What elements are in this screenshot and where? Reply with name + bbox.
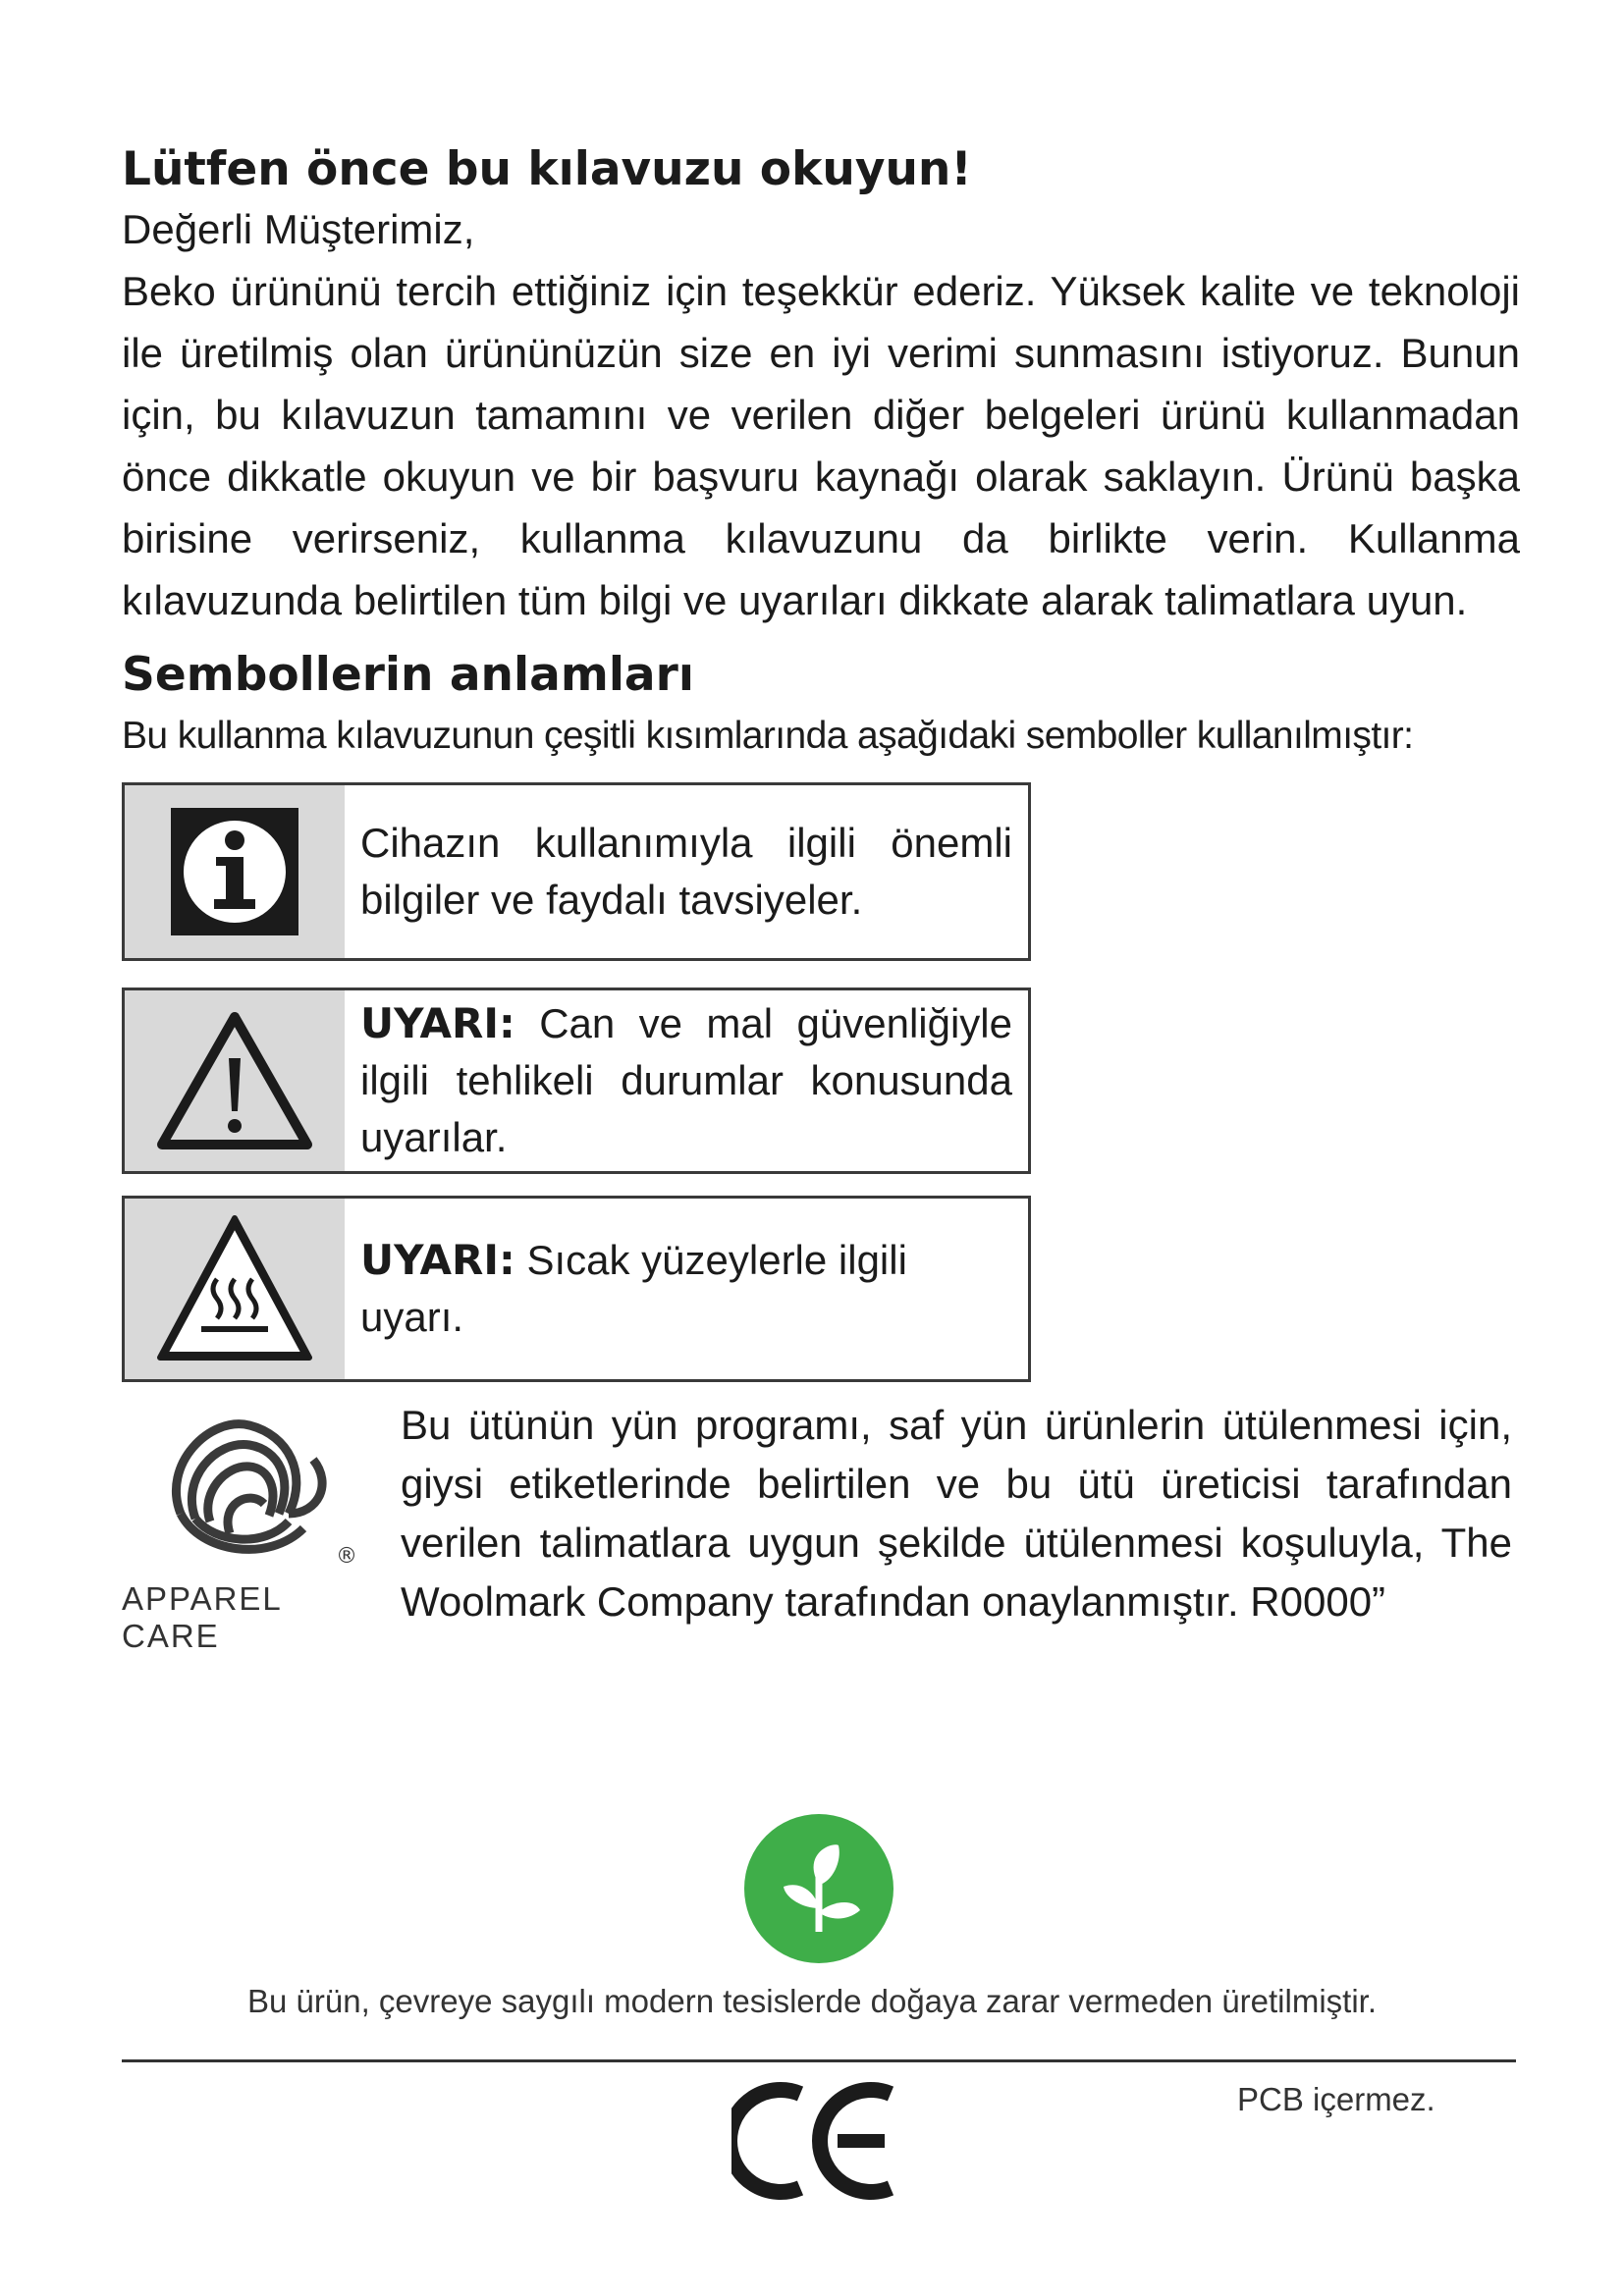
woolmark-label: APPAREL CARE (122, 1580, 282, 1654)
hot-surface-symbol-box (122, 1196, 1031, 1382)
pcb-text: PCB içermez. (1237, 2081, 1435, 2117)
warning-symbol-text: Can ve mal güvenliğiyle ilgili tehlikeli durumlar konusunda uyarılar. (360, 1000, 1012, 1160)
divider (122, 2059, 1516, 2062)
ce-mark-icon (731, 2076, 908, 2206)
eco-text: Bu ürün, çevreye saygılı modern tesislerde doğaya zarar vermeden üretilmiştir. (246, 1983, 1378, 2019)
section-intro: Bu kullanma kılavuzunun çeşitli kısımlarında aşağıdaki semboller kullanılmıştır: (122, 715, 1414, 757)
info-symbol-box (122, 782, 1031, 961)
hot-surface-symbol-text: Sıcak yüzeylerle ilgili uyarı. (360, 1237, 907, 1340)
eco-leaf-icon (744, 1814, 893, 1963)
woolmark-text: Bu ütünün yün programı, saf yün ürünlerin ütülenmesi için, giysi etiketlerinde belirtilen ve bu ütü üreticisi tarafından verilen talimatlara uygun şekilde ütülenmesi koşuluyla, The Woolmark Company tarafından onaylanmıştır. R0000” (401, 1402, 1512, 1625)
warning-label: UYARI: (360, 999, 515, 1047)
greeting: Değerli Müşterimiz, (122, 206, 475, 252)
hot-surface-icon (125, 1199, 345, 1379)
intro-paragraph: Beko ürününü tercih ettiğiniz için teşekkür ederiz. Yüksek kalite ve teknoloji ile üretilmiş olan ürününüzün size en iyi verimi sunmasını istiyoruz. Bunun için, bu kılavuzun tamamını ve verilen diğer belgeleri ürünü kullanmadan önce dikkatle okuyun ve bir başvuru kaynağı olarak saklayın. Ürünü başka birisine verirseniz, kullanma kılavuzunu da birlikte verin. Kullanma kılavuzunda belirtilen tüm bilgi ve uyarıları dikkate alarak talimatlara uyun. (122, 268, 1520, 623)
page-title: Lütfen önce bu kılavuzu okuyun! (122, 142, 972, 196)
svg-text:®: ® (336, 1544, 357, 1569)
warning-triangle-icon (125, 990, 345, 1171)
section-title: Sembollerin anlamları (122, 648, 694, 702)
hot-warning-label: UYARI: (360, 1236, 515, 1284)
info-icon (125, 785, 345, 958)
warning-symbol-box (122, 988, 1031, 1174)
info-symbol-text: Cihazın kullanımıyla ilgili önemli bilgiler ve faydalı tavsiyeler. (360, 820, 1012, 923)
